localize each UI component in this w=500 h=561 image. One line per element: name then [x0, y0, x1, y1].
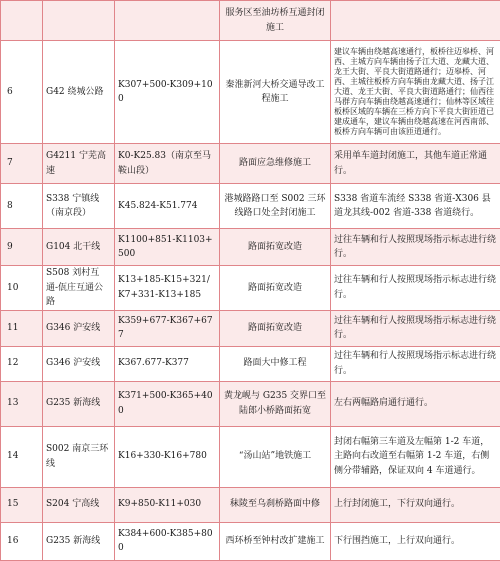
table-row: [1, 487, 500, 522]
row-number: 16: [1, 522, 43, 560]
road-name: S338 宁镇线（南京段）: [43, 184, 115, 229]
construction-content: 路面大中修工程: [220, 346, 331, 381]
travel-advice: 下行围挡施工，上行双向通行。: [331, 522, 500, 560]
row-number: 8: [1, 184, 43, 229]
mileage-range: K0-K25.83（南京至马鞍山段）: [115, 144, 220, 184]
road-name: G42 绕城公路: [43, 41, 115, 144]
travel-advice: 上行封闭施工，下行双向通行。: [331, 487, 500, 522]
row-number: 7: [1, 144, 43, 184]
row-number: 10: [1, 266, 43, 311]
table-row: [1, 229, 500, 266]
row-number: 6: [1, 41, 43, 144]
table-row: [1, 522, 500, 560]
road-name: S204 宁高线: [43, 487, 115, 522]
mileage-range: [115, 1, 220, 41]
table-row: [1, 184, 500, 229]
mileage-range: K1100+851-K1103+500: [115, 229, 220, 266]
road-name: G346 沪安线: [43, 310, 115, 346]
travel-advice: 左右两幅路肩通行通行。: [331, 381, 500, 426]
construction-content: 西环桥至钟村改扩建施工: [220, 522, 331, 560]
construction-content: 服务区至油坊桥互通封闭施工: [220, 1, 331, 41]
mileage-range: K367.677-K377: [115, 346, 220, 381]
mileage-range: K13+185-K15+321/K7+331-K13+185: [115, 266, 220, 311]
construction-content: 黄龙岘与 G235 交界口至陆郎小桥路面拓宽: [220, 381, 331, 426]
travel-advice: 建议车辆由绕越高速通行，板桥往迈皋桥、河西、主城方向车辆由扬子江大道、龙藏大道、龙王大街、平良大街道路通行；迈皋桥、河西、主城往板桥方向车辆由龙藏大道、扬子江大道、龙王大街、平良大街道路通行；仙西往马群方向车辆由绕越高速通行；仙林等区域往板桥区域的车辆在三桥方向下平良大街匝道已建成通车，建议车辆由绕越高速在河西南部、板桥方向车辆可由该匝道通行。: [331, 41, 500, 144]
table-row: [1, 41, 500, 144]
row-number: 15: [1, 487, 43, 522]
road-name: G4211 宁芜高速: [43, 144, 115, 184]
construction-content: 路面应急维修施工: [220, 144, 331, 184]
construction-content: 路面拓宽改造: [220, 229, 331, 266]
travel-advice: 采用单车道封闭施工，其他车道正常通行。: [331, 144, 500, 184]
travel-advice: 过往车辆和行人按照现场指示标志进行绕行。: [331, 310, 500, 346]
travel-advice: 过往车辆和行人按照现场指示标志进行绕行。: [331, 229, 500, 266]
road-name: S508 刘村互通-佤庄互通公路: [43, 266, 115, 311]
mileage-range: K307+500-K309+100: [115, 41, 220, 144]
construction-content: 秣陵至乌刹桥路面中修: [220, 487, 331, 522]
mileage-range: K371+500-K365+400: [115, 381, 220, 426]
table-row: [1, 346, 500, 381]
travel-advice: 封闭右幅第三车道及左幅第 1-2 车道，主路向右改道至右幅第 1-2 车道，右侧侧分带辅路，保证双向 4 车道通行。: [331, 426, 500, 487]
construction-content: 路面拓宽改造: [220, 266, 331, 311]
travel-advice: S338 省道车流经 S338 省道-X306 县道龙其线-002 省道-338 省道绕行。: [331, 184, 500, 229]
row-number: 11: [1, 310, 43, 346]
row-number: 12: [1, 346, 43, 381]
table-row: [1, 1, 500, 41]
construction-content: “汤山站”地铁施工: [220, 426, 331, 487]
construction-content: 路面拓宽改造: [220, 310, 331, 346]
table-row: [1, 266, 500, 311]
mileage-range: K45.824-K51.774: [115, 184, 220, 229]
table-row: [1, 310, 500, 346]
travel-advice: 过往车辆和行人按照现场指示标志进行绕行。: [331, 266, 500, 311]
table-row: [1, 144, 500, 184]
mileage-range: K384+600-K385+800: [115, 522, 220, 560]
mileage-range: K9+850-K11+030: [115, 487, 220, 522]
road-name: S002 南京三环线: [43, 426, 115, 487]
road-name: [43, 1, 115, 41]
road-name: G346 沪安线: [43, 346, 115, 381]
row-number: 14: [1, 426, 43, 487]
mileage-range: K359+677-K367+677: [115, 310, 220, 346]
road-name: G104 北干线: [43, 229, 115, 266]
road-name: G235 新海线: [43, 522, 115, 560]
construction-content: 秦淮新河大桥交通导改工程施工: [220, 41, 331, 144]
travel-advice: 过往车辆和行人按照现场指示标志进行绕行。: [331, 346, 500, 381]
travel-advice: [331, 1, 500, 41]
table-row: [1, 381, 500, 426]
row-number: [1, 1, 43, 41]
table-row: [1, 426, 500, 487]
mileage-range: K16+330-K16+780: [115, 426, 220, 487]
road-name: G235 新海线: [43, 381, 115, 426]
row-number: 13: [1, 381, 43, 426]
construction-content: 港城路路口至 S002 三环线路口处全封闭施工: [220, 184, 331, 229]
row-number: 9: [1, 229, 43, 266]
